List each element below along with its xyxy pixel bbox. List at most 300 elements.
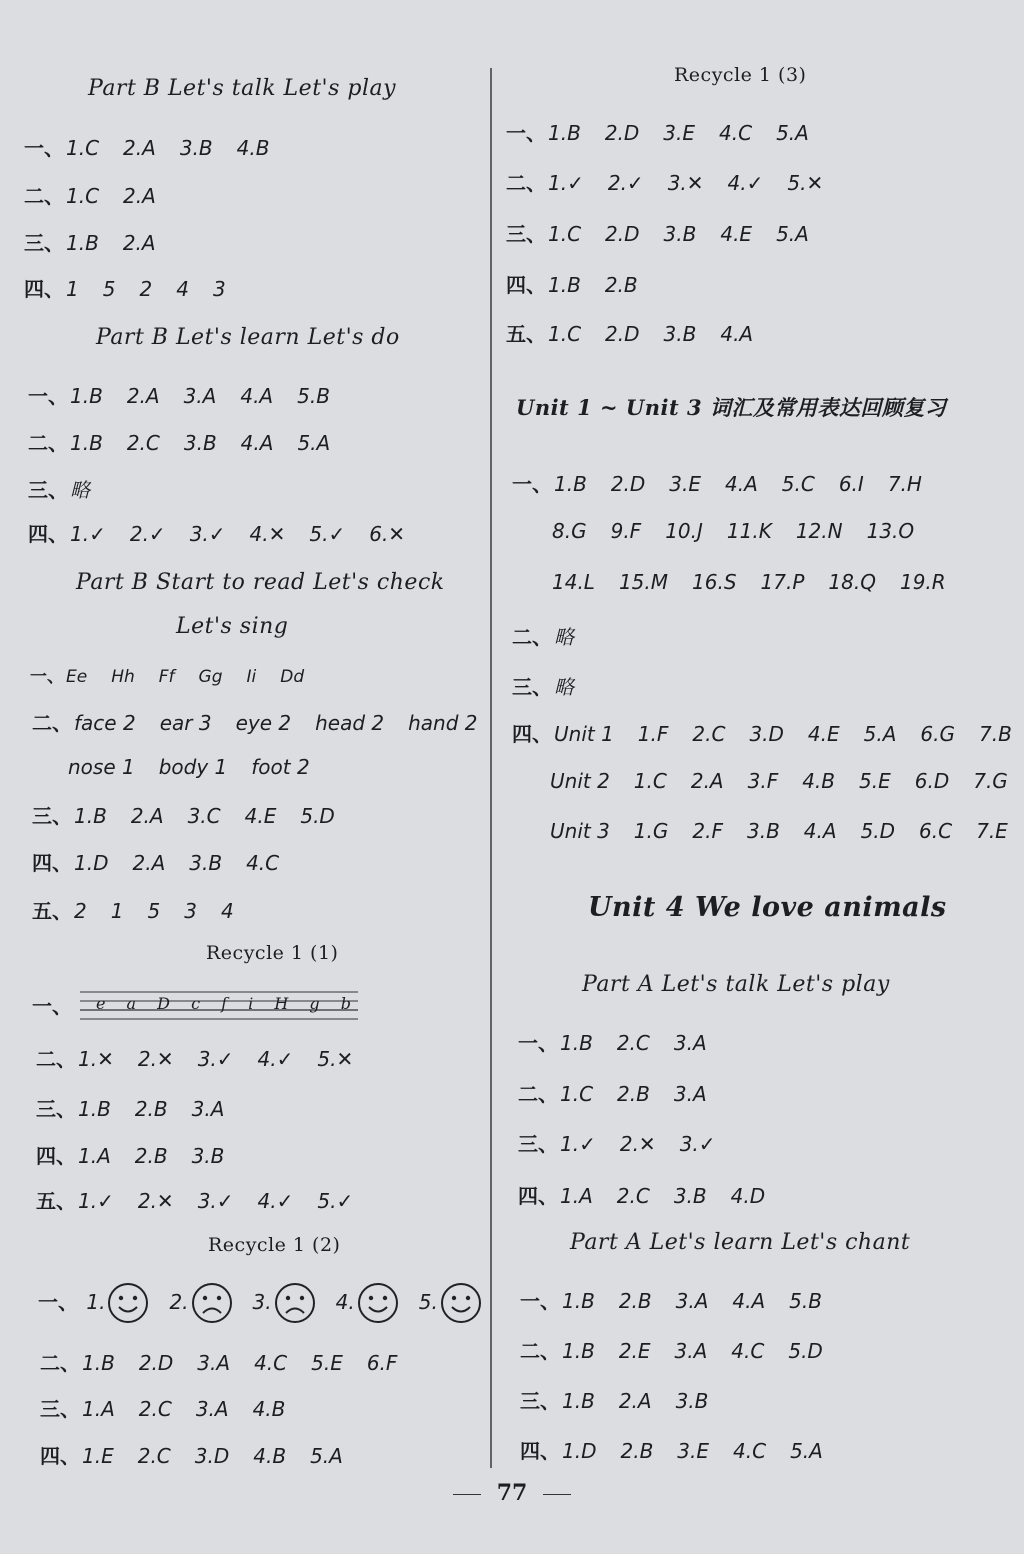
answer-item: ear 3	[159, 711, 212, 735]
answer-item: 13.O	[866, 519, 915, 543]
answer-item: 3.A	[191, 1097, 225, 1121]
answer-item: 3.E	[669, 472, 702, 496]
answer-item: 4.✓	[257, 1189, 294, 1213]
answer-item: face 2	[74, 711, 136, 735]
answer-item: 1.B	[548, 273, 581, 297]
answer-item: 1.A	[82, 1397, 115, 1421]
section-title: Part B Let's talk Let's play	[88, 76, 397, 101]
answer-line	[28, 427, 330, 456]
answer-item: 3.✓	[197, 1189, 234, 1213]
question-label: 三、	[40, 1397, 80, 1421]
answer-item: 14.L	[552, 570, 595, 594]
answer-item: 2.A	[123, 184, 156, 208]
answer-item: 5.✕	[317, 1047, 354, 1071]
answer-item: Ff	[158, 667, 175, 687]
answer-item: 5.E	[311, 1351, 343, 1375]
answer-item: 15.M	[618, 570, 669, 594]
section-title: Unit 1 ~ Unit 3 词汇及常用表达回顾复习	[516, 395, 947, 420]
answer-item: 略	[70, 478, 90, 502]
answer-item: 5.✓	[309, 522, 346, 546]
answer-item: 1.✓	[70, 522, 106, 546]
answer-item: 1.C	[548, 322, 582, 346]
answer-item: 5.B	[789, 1289, 822, 1313]
answer-item: 4.C	[254, 1351, 288, 1375]
answer-item: 2.✕	[137, 1189, 174, 1213]
answer-item: 5.A	[790, 1439, 823, 1463]
answer-item: 1.C	[560, 1082, 594, 1106]
answer-line	[518, 1180, 765, 1209]
answer-item: 3.E	[663, 121, 696, 145]
question-label: 一、	[28, 384, 68, 408]
answer-item: 5.✓	[317, 1189, 354, 1213]
answer-item: 2	[74, 899, 87, 923]
answer-item: 1.✓	[560, 1132, 596, 1156]
answer-line	[32, 895, 234, 924]
question-label: 四、	[32, 851, 72, 875]
answer-item: body 1	[158, 755, 228, 779]
answer-item: 1.C	[66, 184, 100, 208]
answer-item: 2.A	[130, 804, 164, 828]
smiley-face-icon	[440, 1282, 482, 1324]
question-label: 五、	[506, 322, 546, 346]
question-label: 二、	[520, 1339, 560, 1363]
answer-item: 2.B	[134, 1144, 168, 1168]
answer-item: 1.B	[74, 804, 107, 828]
answer-item: 2.✕	[137, 1047, 174, 1071]
answer-item: 2.A	[618, 1389, 652, 1413]
answer-item: 4.B	[253, 1444, 287, 1468]
answer-item: 6.C	[919, 819, 953, 843]
answer-item: 4.C	[733, 1439, 767, 1463]
answer-item: Hh	[111, 667, 135, 687]
answer-item: 7.G	[973, 769, 1008, 793]
answer-line	[36, 1043, 353, 1072]
question-label: 三、	[36, 1097, 76, 1121]
answer-line	[550, 570, 946, 594]
answer-item: 2.D	[605, 322, 640, 346]
answer-line	[518, 1128, 716, 1157]
answer-item: 1.B	[560, 1031, 593, 1055]
face-number: 2.	[169, 1289, 189, 1314]
answer-item: 5.A	[776, 222, 809, 246]
question-label: 四、	[28, 522, 68, 546]
question-label: 三、	[520, 1389, 560, 1413]
answer-line	[506, 318, 753, 347]
answer-item: 2	[139, 277, 153, 301]
answer-item: 11.K	[726, 519, 772, 543]
answer-item: 4.C	[719, 121, 753, 145]
question-label: 四、	[512, 722, 552, 746]
answer-item: 4.A	[240, 431, 274, 455]
answer-item: 7.B	[979, 722, 1012, 746]
answer-item: 7.E	[976, 819, 1008, 843]
answer-item: 3.A	[183, 384, 217, 408]
answer-line	[36, 1185, 353, 1214]
answer-line	[506, 117, 809, 146]
answer-item: hand 2	[408, 711, 478, 735]
letter-writing-line	[32, 988, 360, 1027]
answer-item: 6.I	[838, 472, 864, 496]
answer-item: 9.F	[610, 519, 642, 543]
question-label: 二、	[40, 1351, 80, 1375]
answer-item: Unit 1	[554, 722, 614, 746]
question-label: 一、	[38, 1289, 78, 1314]
answer-item: 1.B	[548, 121, 581, 145]
answer-item: 1.C	[633, 769, 667, 793]
sad-face-icon	[191, 1282, 233, 1324]
answer-line	[36, 1093, 224, 1122]
answer-item: 4.B	[252, 1397, 286, 1421]
question-label: 三、	[518, 1132, 558, 1156]
answer-item: 2.C	[126, 431, 160, 455]
answer-line	[24, 273, 226, 302]
answer-item: 5.D	[300, 804, 335, 828]
answer-line	[36, 1140, 224, 1169]
answer-item: 1.✓	[548, 171, 584, 195]
answer-item: 3.B	[673, 1184, 707, 1208]
answer-item: 6.D	[914, 769, 950, 793]
answer-item: Unit 3	[550, 819, 610, 843]
answer-item: 1.D	[562, 1439, 597, 1463]
face-number: 3.	[252, 1289, 272, 1314]
letter-sequence: e a D c f i H g b	[96, 994, 360, 1013]
answer-line	[512, 468, 922, 497]
answer-item: 1.B	[562, 1289, 595, 1313]
question-label: 三、	[32, 804, 72, 828]
question-label: 二、	[32, 711, 72, 735]
question-label: 四、	[36, 1144, 76, 1168]
answer-item: 5.A	[297, 431, 331, 455]
question-label: 一、	[518, 1031, 558, 1055]
answer-item: 1	[66, 277, 79, 301]
question-label: 三、	[512, 675, 552, 699]
face-answer-line	[38, 1282, 502, 1324]
answer-item: 17.P	[760, 570, 805, 594]
answer-item: 4.E	[807, 722, 840, 746]
answer-item: 1.✕	[78, 1047, 114, 1071]
answer-item: 3.D	[194, 1444, 230, 1468]
answer-line	[506, 167, 823, 196]
dash-left	[453, 1494, 481, 1495]
answer-item: 2.A	[122, 231, 156, 255]
answer-item: 1.B	[70, 384, 103, 408]
answer-item: 3.B	[663, 322, 697, 346]
answer-item: 4	[176, 277, 189, 301]
page-number	[0, 1480, 1024, 1506]
dash-right	[543, 1494, 571, 1495]
answer-line	[40, 1347, 397, 1376]
answer-item: 5.A	[310, 1444, 343, 1468]
answer-item: 7.H	[887, 472, 922, 496]
answer-line	[520, 1285, 822, 1314]
answer-line	[520, 1435, 823, 1464]
answer-item: Gg	[198, 667, 223, 687]
answer-item: 2.B	[618, 1289, 652, 1313]
question-label: 三、	[24, 231, 64, 255]
answer-item: 16.S	[692, 570, 737, 594]
answer-item: 5.✕	[787, 171, 824, 195]
section-title: Recycle 1 (2)	[208, 1234, 341, 1256]
section-title: Recycle 1 (3)	[674, 64, 807, 86]
answer-item: 1.B	[78, 1097, 111, 1121]
face-answer	[253, 1290, 324, 1314]
answer-item: 3.A	[197, 1351, 231, 1375]
question-label: 四、	[506, 273, 546, 297]
answer-line	[548, 769, 1008, 793]
section-title: Part A Let's learn Let's chant	[570, 1230, 911, 1255]
answer-item: 4.A	[720, 322, 754, 346]
answer-item: 3.A	[675, 1289, 709, 1313]
answer-item: 3	[184, 899, 197, 923]
answer-item: 2.A	[690, 769, 724, 793]
answer-item: foot 2	[251, 755, 310, 779]
question-label: 三、	[28, 478, 68, 502]
answer-item: 4.B	[236, 136, 270, 160]
answer-line	[518, 1027, 707, 1056]
question-label: 四、	[520, 1439, 560, 1463]
answer-item: 2.C	[616, 1184, 650, 1208]
answer-item: 2.A	[132, 851, 166, 875]
question-label: 二、	[512, 625, 552, 649]
question-label: 一、	[506, 121, 546, 145]
answer-item: 1.D	[74, 851, 109, 875]
answer-item: 1	[110, 899, 124, 923]
answer-line	[28, 380, 330, 409]
section-subtitle: Let's sing	[176, 614, 289, 639]
answer-item: 2.D	[604, 121, 640, 145]
answer-item: 5.A	[863, 722, 897, 746]
question-label: 一、	[30, 667, 64, 687]
answer-item: 2.✓	[607, 171, 644, 195]
answer-item: head 2	[315, 711, 385, 735]
answer-item: 3.B	[183, 431, 217, 455]
answer-item: 5.D	[860, 819, 896, 843]
answer-item: 2.A	[126, 384, 160, 408]
answer-item: 4.C	[731, 1339, 765, 1363]
answer-line	[512, 718, 1012, 747]
answer-item: Ii	[246, 667, 257, 687]
face-answer	[336, 1290, 407, 1314]
question-label: 三、	[506, 222, 546, 246]
answer-item: 略	[554, 625, 574, 649]
answer-item: 1.C	[66, 136, 100, 160]
answer-item: 4.D	[730, 1184, 766, 1208]
answer-line	[32, 800, 335, 829]
answer-line	[518, 1078, 707, 1107]
question-label: 四、	[24, 277, 64, 301]
answer-line	[512, 671, 574, 700]
answer-item: 5.B	[297, 384, 330, 408]
section-title: Part B Start to read Let's check	[76, 570, 445, 595]
answer-item: nose 1	[68, 755, 135, 779]
answer-item: 2.F	[692, 819, 723, 843]
four-line-grid	[80, 988, 360, 1027]
answer-item: 5	[147, 899, 161, 923]
answer-item: 5	[102, 277, 116, 301]
question-label: 一、	[32, 994, 72, 1018]
column-divider	[490, 68, 492, 1468]
answer-item: 1.C	[548, 222, 582, 246]
answer-item: 5.D	[788, 1339, 823, 1363]
answer-line	[520, 1385, 708, 1414]
answer-item: Dd	[280, 667, 305, 687]
answer-item: 3.A	[673, 1082, 707, 1106]
answer-line	[512, 621, 574, 650]
answer-item: 3.B	[189, 851, 223, 875]
answer-line	[24, 227, 156, 256]
answer-item: 5.E	[859, 769, 891, 793]
face-answer	[86, 1290, 157, 1314]
section-title: Part A Let's talk Let's play	[582, 972, 890, 997]
answer-item: Ee	[66, 667, 88, 687]
answer-item: 5.C	[781, 472, 815, 496]
answer-item: 2.C	[138, 1397, 172, 1421]
answer-item: 4.A	[803, 819, 837, 843]
answer-item: 3.C	[187, 804, 221, 828]
answer-item: 4	[220, 899, 234, 923]
answer-line	[32, 707, 478, 736]
answer-item: 2.D	[610, 472, 646, 496]
answer-item: 2.E	[618, 1339, 651, 1363]
answer-item: 12.N	[795, 519, 843, 543]
answer-item: 4.B	[802, 769, 836, 793]
face-number: 5.	[418, 1289, 438, 1314]
answer-line	[40, 1440, 343, 1469]
answer-item: 3.A	[673, 1031, 707, 1055]
question-label: 二、	[506, 171, 546, 195]
answer-line	[28, 518, 405, 547]
question-label: 五、	[36, 1189, 76, 1213]
answer-line	[24, 132, 269, 161]
answer-item: 1.A	[560, 1184, 593, 1208]
face-number: 1.	[86, 1289, 106, 1314]
sad-face-icon	[274, 1282, 316, 1324]
question-label: 四、	[518, 1184, 558, 1208]
answer-item: 4.C	[246, 851, 280, 875]
answer-item: 1.B	[562, 1339, 595, 1363]
answer-item: 4.✕	[249, 522, 286, 546]
answer-item: 3.✓	[189, 522, 226, 546]
answer-item: 2.B	[617, 1082, 650, 1106]
answer-line	[30, 662, 304, 687]
answer-item: 3	[212, 277, 226, 301]
answer-line	[28, 474, 90, 503]
answer-item: 2.B	[604, 273, 638, 297]
answer-line	[506, 269, 638, 298]
answer-item: 2.D	[605, 222, 640, 246]
section-title: Recycle 1 (1)	[206, 942, 339, 964]
answer-item: 2.✓	[129, 522, 166, 546]
answer-item: eye 2	[235, 711, 292, 735]
face-answer	[419, 1290, 490, 1314]
answer-item: 2.✕	[619, 1132, 656, 1156]
answer-item: 6.F	[366, 1351, 398, 1375]
answer-line	[520, 1335, 823, 1364]
question-label: 二、	[28, 431, 68, 455]
answer-item: 3.B	[675, 1389, 709, 1413]
answer-item: 1.B	[554, 472, 587, 496]
answer-item: 2.B	[134, 1097, 168, 1121]
page-number-text: 77	[496, 1480, 528, 1506]
answer-item: 4.✓	[727, 171, 764, 195]
answer-item: 2.C	[692, 722, 726, 746]
answer-item: 2.A	[123, 136, 156, 160]
answer-item: 4.✓	[257, 1047, 294, 1071]
answer-item: 1.F	[637, 722, 669, 746]
answer-line	[24, 180, 156, 209]
answer-item: 6.✕	[369, 522, 406, 546]
answer-item: 6.G	[920, 722, 955, 746]
answer-item: 19.R	[899, 570, 946, 594]
answer-item: 4.E	[720, 222, 753, 246]
smiley-face-icon	[107, 1282, 149, 1324]
answer-item: 1.✓	[78, 1189, 114, 1213]
unit-title: Unit 4 We love animals	[588, 892, 947, 923]
answer-item: 1.B	[70, 431, 103, 455]
answer-item: 3.B	[179, 136, 213, 160]
answer-item: 4.A	[240, 384, 274, 408]
question-label: 一、	[512, 472, 552, 496]
answer-item: Unit 2	[550, 769, 610, 793]
answer-item: 2.C	[616, 1031, 650, 1055]
answer-item: 1.B	[66, 231, 99, 255]
answer-item: 3.A	[195, 1397, 229, 1421]
answer-item: 1.E	[82, 1444, 114, 1468]
section-title: Part B Let's learn Let's do	[96, 325, 400, 350]
answer-item: 3.B	[663, 222, 697, 246]
answer-item: 1.A	[78, 1144, 111, 1168]
answer-item: 8.G	[552, 519, 587, 543]
answer-line	[40, 1393, 285, 1422]
question-label: 二、	[518, 1082, 558, 1106]
answer-item: 3.F	[747, 769, 779, 793]
answer-item: 1.G	[633, 819, 669, 843]
question-label: 二、	[36, 1047, 76, 1071]
question-label: 一、	[520, 1289, 560, 1313]
answer-item: 3.✕	[667, 171, 704, 195]
question-label: 一、	[24, 136, 64, 160]
answer-item: 5.A	[776, 121, 809, 145]
face-answer	[169, 1290, 240, 1314]
answer-item: 3.✓	[679, 1132, 716, 1156]
answer-item: 4.E	[244, 804, 277, 828]
answer-item: 10.J	[665, 519, 703, 543]
answer-item: 3.✓	[197, 1047, 234, 1071]
answer-item: 2.D	[138, 1351, 174, 1375]
answer-line	[66, 755, 310, 779]
answer-item: 略	[554, 675, 574, 699]
answer-item: 2.B	[620, 1439, 654, 1463]
answer-item: 4.A	[725, 472, 758, 496]
answer-line	[32, 847, 279, 876]
question-label: 五、	[32, 899, 72, 923]
question-label: 四、	[40, 1444, 80, 1468]
answer-item: 4.A	[732, 1289, 766, 1313]
smiley-face-icon	[357, 1282, 399, 1324]
answer-item: 2.C	[137, 1444, 171, 1468]
answer-item: 3.D	[749, 722, 784, 746]
answer-item: 3.B	[746, 819, 780, 843]
answer-item: 3.A	[674, 1339, 708, 1363]
face-number: 4.	[335, 1289, 355, 1314]
answer-item: 3.E	[677, 1439, 710, 1463]
question-label: 二、	[24, 184, 64, 208]
answer-item: 3.B	[191, 1144, 225, 1168]
answer-item: 18.Q	[828, 570, 876, 594]
answer-line	[548, 819, 1008, 843]
answer-item: 1.B	[82, 1351, 115, 1375]
answer-line	[550, 519, 914, 543]
